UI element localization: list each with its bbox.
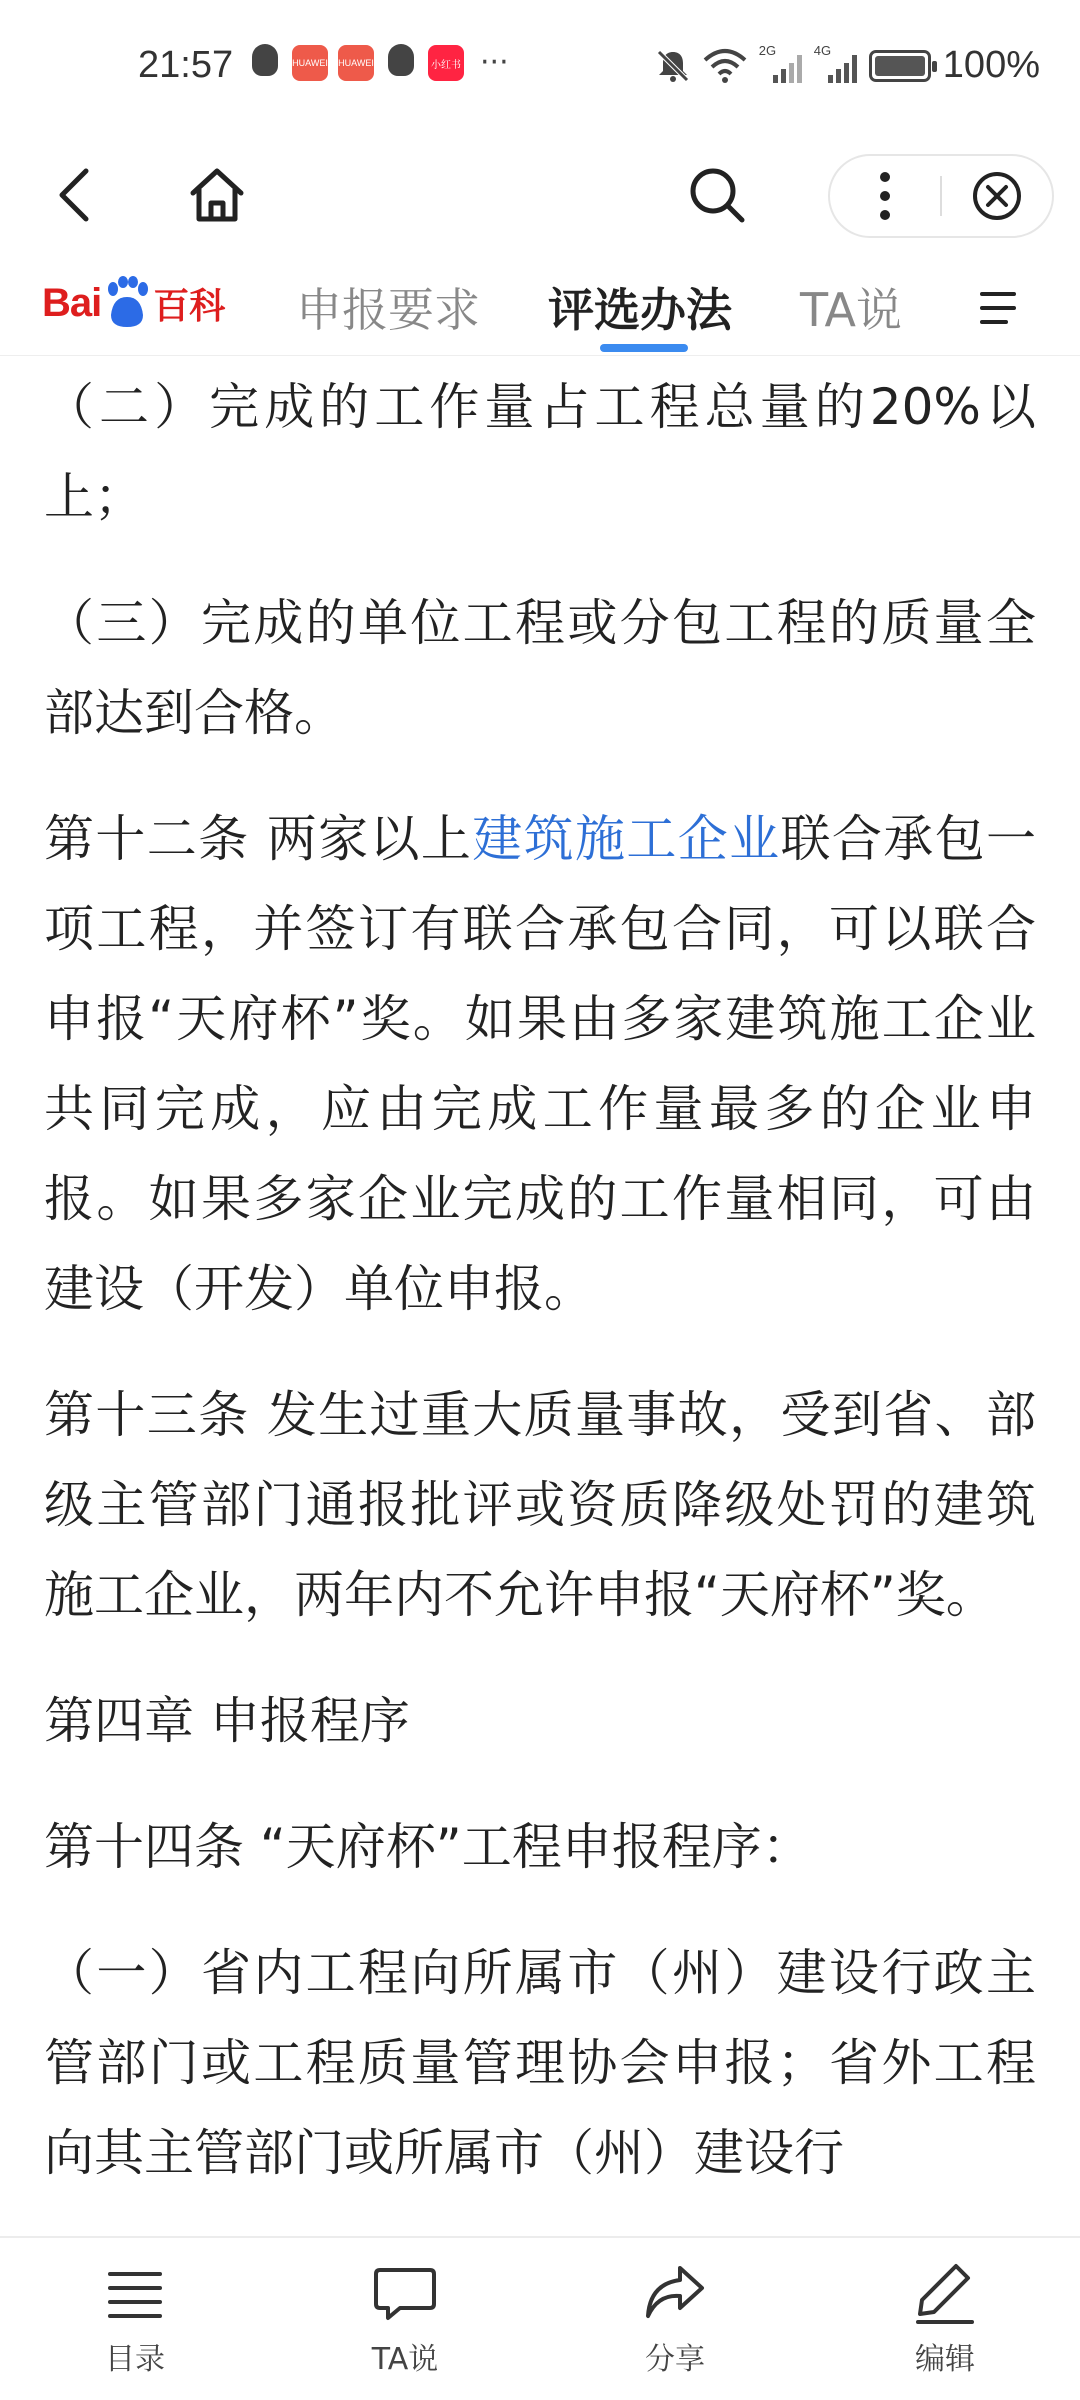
list-icon bbox=[100, 2258, 170, 2328]
back-arrow-icon bbox=[50, 165, 100, 225]
signal-2g-icon: 2G bbox=[759, 49, 802, 83]
edit-label: 编辑 bbox=[915, 2342, 975, 2377]
share-icon bbox=[640, 2258, 710, 2328]
share-button[interactable] bbox=[540, 2238, 810, 2400]
battery-percent: 100% bbox=[942, 44, 1040, 86]
paragraph-article-14: 第十四条 “天府杯”工程申报程序： bbox=[44, 1818, 812, 1876]
nav-bar bbox=[0, 130, 1080, 260]
xiaohongshu-icon: 小红书 bbox=[428, 45, 464, 81]
paragraph-article-12 bbox=[44, 794, 1036, 1334]
status-right bbox=[655, 44, 1040, 87]
huawei-app-icon: HUAWEI bbox=[292, 45, 328, 81]
close-circle-icon bbox=[971, 170, 1023, 222]
paragraph: （二）完成的工作量占工程总量的20%以上； bbox=[44, 378, 1036, 526]
status-time: 21:57 bbox=[138, 44, 234, 86]
more-vertical-icon bbox=[879, 171, 891, 221]
tab-bar bbox=[0, 260, 1080, 356]
notification-icons bbox=[248, 44, 509, 82]
edit-pencil-icon bbox=[910, 2258, 980, 2328]
mini-program-capsule bbox=[828, 154, 1054, 238]
article-content bbox=[0, 356, 1080, 2236]
paragraph: （一）省内工程向所属市（州）建设行政主管部门或工程质量管理协会申报；省外工程向其主管部门或所属市（州）建设行 bbox=[44, 1944, 1036, 2182]
bottom-bar bbox=[0, 2236, 1080, 2400]
battery-fill bbox=[875, 56, 925, 76]
logo-baike-text: 百科 bbox=[153, 285, 226, 327]
tab-selection-method[interactable]: 评选办法 bbox=[548, 283, 732, 337]
ta-says-label: TA说 bbox=[371, 2342, 439, 2377]
construction-enterprise-link[interactable]: 建筑施工企业 bbox=[472, 810, 781, 868]
tab-ta-says[interactable]: TA说 bbox=[800, 283, 902, 337]
wifi-icon bbox=[703, 48, 747, 84]
battery-icon bbox=[869, 50, 931, 82]
qq-icon bbox=[248, 44, 282, 82]
paragraph-article-13: 第十三条 发生过重大质量事故，受到省、部级主管部门通报批评或资质降级处罚的建筑施工企业，两年内不允许申报“天府杯”奖。 bbox=[44, 1386, 1036, 1624]
search-button[interactable] bbox=[672, 150, 762, 240]
back-button[interactable] bbox=[30, 150, 120, 240]
more-notifications-icon: ··· bbox=[480, 45, 509, 80]
mute-icon bbox=[655, 48, 691, 84]
paragraph-text: 联合承包一项工程，并签订有联合承包合同，可以联合申报“天府杯”奖。如果由多家建筑施工企业共同完成，应由完成工作量最多的企业申报。如果多家企业完成的工作量相同，可由建设（开发）单位申报。 bbox=[44, 810, 1037, 1318]
more-button[interactable] bbox=[830, 156, 940, 236]
paragraph: （三）完成的单位工程或分包工程的质量全部达到合格。 bbox=[44, 594, 1036, 742]
menu-icon bbox=[968, 278, 1028, 338]
baidu-baike-logo[interactable] bbox=[42, 268, 225, 338]
signal-4g-icon: 4G bbox=[814, 49, 857, 83]
chapter-heading: 第四章 申报程序 bbox=[44, 1692, 410, 1750]
status-bar bbox=[0, 0, 1080, 130]
close-button[interactable] bbox=[942, 156, 1052, 236]
ta-says-button[interactable] bbox=[270, 2238, 540, 2400]
share-label: 分享 bbox=[645, 2342, 705, 2377]
comment-icon bbox=[370, 2258, 440, 2328]
qq-icon bbox=[384, 44, 418, 82]
edit-button[interactable] bbox=[810, 2238, 1080, 2400]
paragraph-text: 第十二条 两家以上 bbox=[44, 810, 473, 868]
catalog-button[interactable] bbox=[0, 2238, 270, 2400]
paw-icon bbox=[103, 275, 151, 331]
active-tab-indicator bbox=[600, 344, 688, 352]
search-icon bbox=[685, 163, 749, 227]
catalog-label: 目录 bbox=[105, 2342, 165, 2377]
logo-bai-text: Bai bbox=[42, 280, 102, 325]
huawei-app-icon: HUAWEI bbox=[338, 45, 374, 81]
home-icon bbox=[187, 165, 247, 225]
tab-menu-button[interactable] bbox=[968, 278, 1028, 338]
tab-apply-requirements[interactable]: 申报要求 bbox=[296, 283, 480, 337]
home-button[interactable] bbox=[172, 150, 262, 240]
